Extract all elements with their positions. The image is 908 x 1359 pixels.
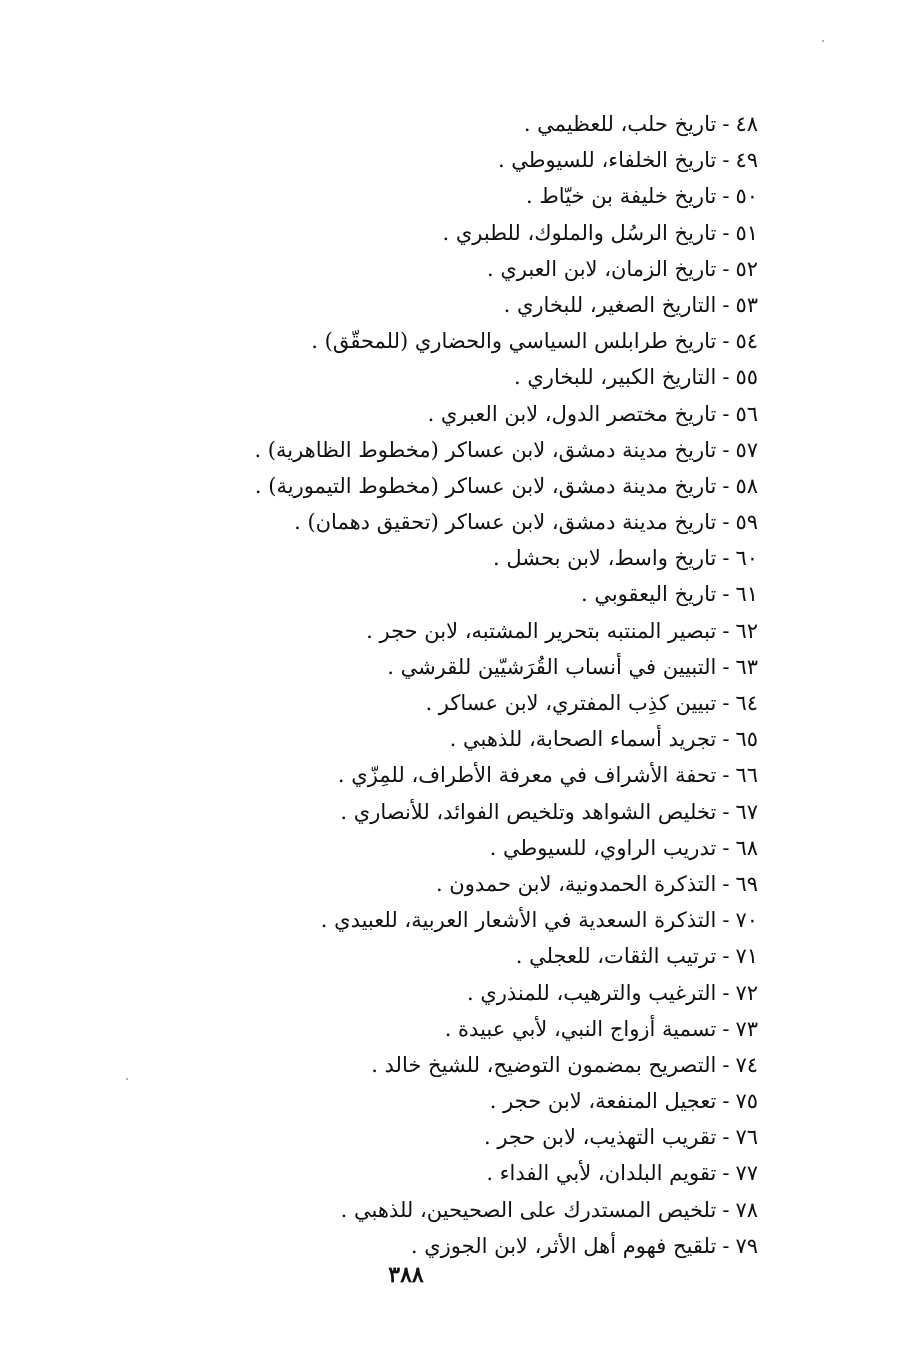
entry-dash: - bbox=[722, 618, 730, 643]
bibliography-entry bbox=[238, 757, 758, 793]
entry-title: تاريخ مدينة دمشق، لابن عساكر (تحقيق دهمان) . bbox=[294, 510, 717, 535]
entry-title: التذكرة السعدية في الأشعار العربية، للعبيدي . bbox=[320, 908, 717, 933]
entry-dash: - bbox=[722, 329, 730, 354]
entry-number: ٧٢ bbox=[735, 980, 758, 1005]
entry-dash: - bbox=[722, 1089, 730, 1114]
bibliography-list bbox=[238, 106, 758, 1264]
entry-dash: - bbox=[722, 184, 730, 209]
bibliography-entry bbox=[238, 142, 758, 178]
entry-title: التاريخ الكبير، للبخاري . bbox=[514, 365, 717, 390]
entry-number: ٥٤ bbox=[735, 329, 758, 354]
entry-title: تدريب الراوي، للسيوطي . bbox=[489, 835, 717, 860]
entry-title: تاريخ مختصر الدول، لابن العبري . bbox=[427, 401, 717, 426]
bibliography-entry bbox=[238, 396, 758, 432]
entry-number: ٧٧ bbox=[735, 1161, 758, 1186]
entry-number: ٥٣ bbox=[735, 292, 758, 317]
entry-title: تقويم البلدان، لأبي الفداء . bbox=[486, 1161, 717, 1186]
entry-title: تقريب التهذيب، لابن حجر . bbox=[483, 1125, 717, 1150]
page-number: ٣٨٨ bbox=[388, 1262, 424, 1288]
bibliography-entry bbox=[238, 576, 758, 612]
entry-title: تحفة الأشراف في معرفة الأطراف، للمِزّي . bbox=[337, 763, 717, 788]
entry-number: ٦١ bbox=[735, 582, 758, 607]
bibliography-entry bbox=[238, 287, 758, 323]
entry-number: ٧٥ bbox=[735, 1089, 758, 1114]
entry-dash: - bbox=[722, 799, 730, 824]
entry-number: ٥٠ bbox=[735, 184, 758, 209]
entry-dash: - bbox=[722, 256, 730, 281]
bibliography-entry bbox=[238, 178, 758, 214]
bibliography-entry bbox=[238, 1011, 758, 1047]
entry-dash: - bbox=[722, 292, 730, 317]
entry-dash: - bbox=[722, 437, 730, 462]
entry-dash: - bbox=[722, 582, 730, 607]
entry-title: تاريخ واسط، لابن بحشل . bbox=[493, 546, 717, 571]
entry-number: ٧٦ bbox=[735, 1125, 758, 1150]
entry-title: تعجيل المنفعة، لابن حجر . bbox=[489, 1089, 717, 1114]
bibliography-entry bbox=[238, 685, 758, 721]
entry-title: تبصير المنتبه بتحرير المشتبه، لابن حجر . bbox=[366, 618, 717, 643]
entry-dash: - bbox=[722, 1161, 730, 1186]
entry-title: تلخيص المستدرك على الصحيحين، للذهبي . bbox=[340, 1197, 717, 1222]
entry-dash: - bbox=[722, 1052, 730, 1077]
entry-dash: - bbox=[722, 944, 730, 969]
bibliography-entry bbox=[238, 106, 758, 142]
entry-dash: - bbox=[722, 510, 730, 535]
bibliography-entry bbox=[238, 468, 758, 504]
entry-number: ٥٥ bbox=[735, 365, 758, 390]
bibliography-entry bbox=[238, 1192, 758, 1228]
entry-title: تاريخ الرسُل والملوك، للطبري . bbox=[442, 220, 717, 245]
bibliography-entry bbox=[238, 1047, 758, 1083]
entry-dash: - bbox=[722, 473, 730, 498]
entry-dash: - bbox=[722, 1016, 730, 1041]
entry-title: التذكرة الحمدونية، لابن حمدون . bbox=[435, 871, 717, 896]
scan-speck bbox=[126, 1078, 128, 1080]
entry-title: التبيين في أنساب القُرَشيّين للقرشي . bbox=[387, 654, 717, 679]
entry-number: ٦٢ bbox=[735, 618, 758, 643]
entry-number: ٥٧ bbox=[735, 437, 758, 462]
entry-title: تلقيح فهوم أهل الأثر، لابن الجوزي . bbox=[410, 1233, 717, 1258]
entry-number: ٦٧ bbox=[735, 799, 758, 824]
bibliography-entry bbox=[238, 215, 758, 251]
entry-dash: - bbox=[722, 220, 730, 245]
entry-dash: - bbox=[722, 112, 730, 136]
entry-dash: - bbox=[722, 763, 730, 788]
entry-dash: - bbox=[722, 727, 730, 752]
entry-number: ٧٨ bbox=[735, 1197, 758, 1222]
entry-dash: - bbox=[722, 980, 730, 1005]
bibliography-entry bbox=[238, 359, 758, 395]
bibliography-entry bbox=[238, 902, 758, 938]
entry-title: الترغيب والترهيب، للمنذري . bbox=[466, 980, 717, 1005]
entry-number: ٥١ bbox=[735, 220, 758, 245]
bibliography-entry bbox=[238, 613, 758, 649]
entry-title: تجريد أسماء الصحابة، للذهبي . bbox=[449, 727, 717, 752]
entry-number: ٥٦ bbox=[735, 401, 758, 426]
bibliography-entry bbox=[238, 540, 758, 576]
bibliography-entry bbox=[238, 830, 758, 866]
entry-number: ٤٩ bbox=[735, 148, 758, 173]
entry-number: ٦٤ bbox=[735, 691, 758, 715]
bibliography-entry bbox=[238, 504, 758, 540]
entry-dash: - bbox=[722, 401, 730, 426]
bibliography-entry bbox=[238, 1155, 758, 1191]
entry-title: تخليص الشواهد وتلخيص الفوائد، للأنصاري . bbox=[340, 799, 717, 824]
entry-title: تبيين كذِب المفتري، لابن عساكر . bbox=[425, 691, 717, 715]
entry-dash: - bbox=[722, 835, 730, 860]
entry-title: ترتيب الثقات، للعجلي . bbox=[515, 944, 717, 969]
entry-dash: - bbox=[722, 1197, 730, 1222]
bibliography-entry bbox=[238, 649, 758, 685]
entry-dash: - bbox=[722, 1233, 730, 1258]
entry-dash: - bbox=[722, 871, 730, 896]
entry-dash: - bbox=[722, 148, 730, 173]
entry-title: تاريخ الزمان، لابن العبري . bbox=[486, 256, 717, 281]
scan-speck bbox=[822, 40, 824, 42]
entry-number: ٧١ bbox=[735, 944, 758, 969]
entry-number: ٧٠ bbox=[735, 908, 758, 933]
entry-title: التصريح بمضمون التوضيح، للشيخ خالد . bbox=[371, 1052, 717, 1077]
entry-dash: - bbox=[722, 365, 730, 390]
entry-number: ٥٨ bbox=[735, 473, 758, 498]
bibliography-entry bbox=[238, 938, 758, 974]
bibliography-entry bbox=[238, 251, 758, 287]
entry-number: ٦٦ bbox=[735, 763, 758, 788]
bibliography-entry bbox=[238, 1228, 758, 1264]
entry-title: تاريخ طرابلس السياسي والحضاري (للمحقّق) . bbox=[311, 329, 717, 354]
entry-number: ٦٨ bbox=[735, 835, 758, 860]
bibliography-entry bbox=[238, 975, 758, 1011]
entry-number: ٦٥ bbox=[735, 727, 758, 752]
bibliography-entry bbox=[238, 1083, 758, 1119]
entry-title: التاريخ الصغير، للبخاري . bbox=[503, 292, 717, 317]
entry-number: ٥٩ bbox=[735, 510, 758, 535]
entry-number: ٦٣ bbox=[735, 654, 758, 679]
entry-dash: - bbox=[722, 908, 730, 933]
bibliography-entry bbox=[238, 794, 758, 830]
bibliography-entry bbox=[238, 1119, 758, 1155]
entry-dash: - bbox=[722, 546, 730, 571]
entry-title: تسمية أزواج النبي، لأبي عبيدة . bbox=[444, 1016, 717, 1041]
entry-title: تاريخ مدينة دمشق، لابن عساكر (مخطوط الظاهرية) . bbox=[254, 437, 717, 462]
entry-number: ٧٩ bbox=[735, 1233, 758, 1258]
entry-title: تاريخ اليعقوبي . bbox=[580, 582, 717, 607]
entry-title: تاريخ حلب، للعظيمي . bbox=[523, 112, 717, 136]
bibliography-entry bbox=[238, 721, 758, 757]
entry-title: تاريخ الخلفاء، للسيوطي . bbox=[497, 148, 717, 173]
entry-number: ٤٨ bbox=[735, 112, 758, 136]
entry-dash: - bbox=[722, 691, 730, 715]
entry-number: ٥٢ bbox=[735, 256, 758, 281]
entry-number: ٦٩ bbox=[735, 871, 758, 896]
entry-dash: - bbox=[722, 1125, 730, 1150]
entry-number: ٦٠ bbox=[735, 546, 758, 571]
bibliography-entry bbox=[238, 432, 758, 468]
entry-title: تاريخ مدينة دمشق، لابن عساكر (مخطوط التيمورية) . bbox=[254, 473, 717, 498]
entry-number: ٧٤ bbox=[735, 1052, 758, 1077]
bibliography-entry bbox=[238, 866, 758, 902]
bibliography-entry bbox=[238, 323, 758, 359]
entry-dash: - bbox=[722, 654, 730, 679]
entry-number: ٧٣ bbox=[735, 1016, 758, 1041]
entry-title: تاريخ خليفة بن خيّاط . bbox=[526, 184, 717, 209]
